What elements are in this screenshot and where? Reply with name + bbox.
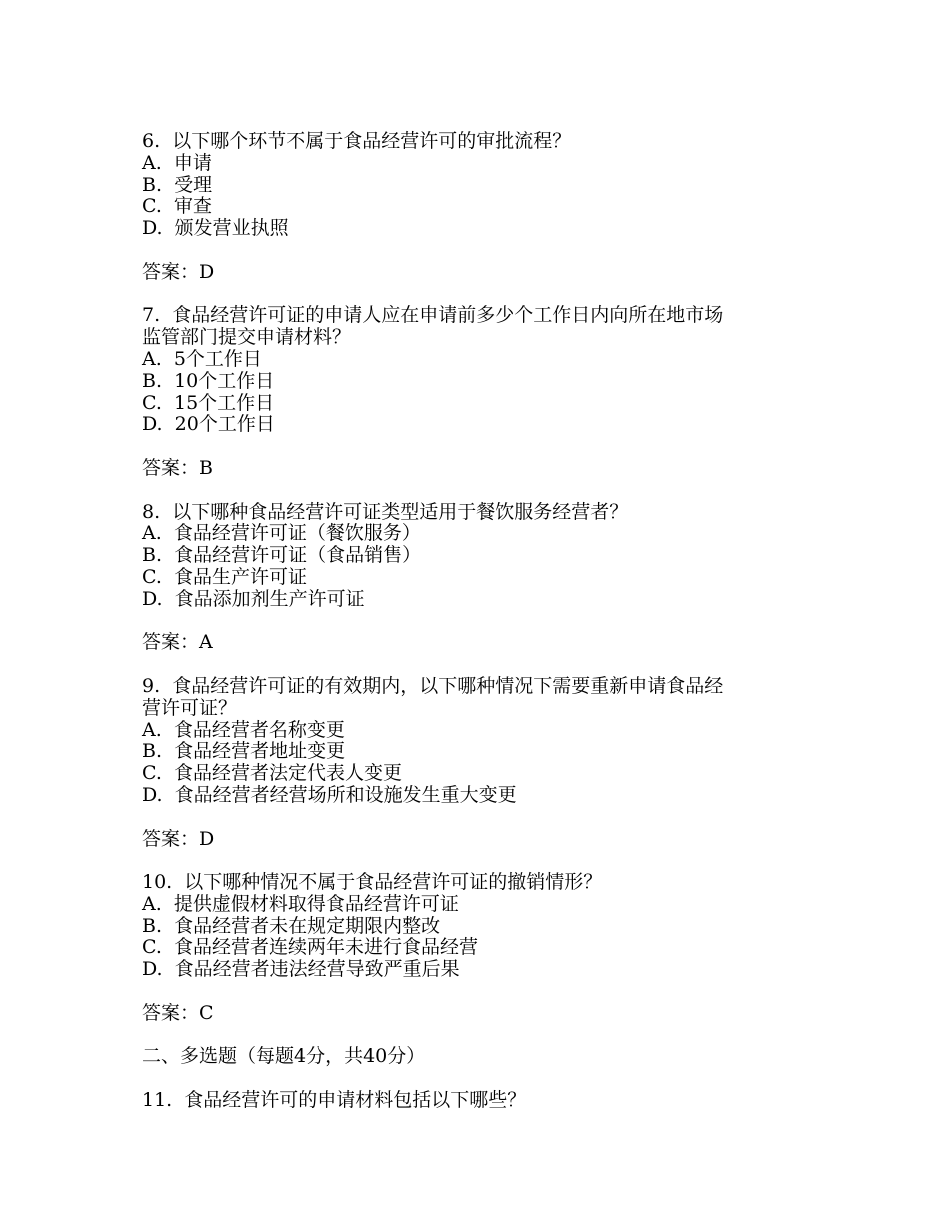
question-stem: 9. 食品经营许可证的有效期内，以下哪种情况下需要重新申请食品经 (142, 674, 724, 697)
option-a: A. 食品经营者名称变更 (142, 718, 345, 741)
option-a: A. 食品经营许可证（餐饮服务） (142, 522, 421, 545)
section-heading: 二、多选题（每题4分，共40分） (142, 1045, 426, 1068)
option-b: B. 食品经营者地址变更 (142, 740, 346, 763)
question-11-stem: 11. 食品经营许可的申请材料包括以下哪些？ (142, 1089, 527, 1112)
question-8 (142, 502, 822, 676)
option-b: B. 食品经营许可证（食品销售） (142, 544, 422, 567)
option-d: D. 颁发营业执照 (142, 217, 289, 240)
option-a: A. 提供虚假材料取得食品经营许可证 (142, 892, 459, 915)
question-stem-continued: 营许可证？ (142, 696, 238, 719)
question-stem-continued: 监管部门提交申请材料？ (142, 326, 352, 349)
question-10 (142, 872, 822, 1046)
answer: 答案：B (142, 456, 213, 479)
option-b: B. 受理 (142, 173, 213, 196)
option-b: B. 10个工作日 (142, 369, 275, 392)
answer: 答案：C (142, 1001, 214, 1024)
option-c: C. 食品生产许可证 (142, 565, 307, 588)
option-d: D. 食品经营者经营场所和设施发生重大变更 (142, 783, 517, 806)
option-a: A. 申请 (142, 151, 212, 174)
question-stem: 10. 以下哪种情况不属于食品经营许可证的撤销情形？ (142, 871, 603, 894)
question-stem: 8. 以下哪种食品经营许可证类型适用于餐饮服务经营者？ (142, 500, 629, 523)
option-d: D. 食品添加剂生产许可证 (142, 587, 365, 610)
option-c: C. 食品经营者法定代表人变更 (142, 762, 402, 785)
question-6 (142, 131, 822, 305)
option-c: C. 食品经营者连续两年未进行食品经营 (142, 936, 478, 959)
option-c: C. 审查 (142, 195, 212, 218)
option-b: B. 食品经营者未在规定期限内整改 (142, 914, 441, 937)
answer: 答案：D (142, 260, 215, 283)
exam-content (142, 131, 822, 1112)
option-d: D. 20个工作日 (142, 413, 275, 436)
question-stem: 7. 食品经营许可证的申请人应在申请前多少个工作日内向所在地市场 (142, 304, 724, 327)
option-d: D. 食品经营者违法经营导致严重后果 (142, 958, 460, 981)
option-c: C. 15个工作日 (142, 391, 275, 414)
answer: 答案：D (142, 827, 215, 850)
question-stem: 6. 以下哪个环节不属于食品经营许可的审批流程？ (142, 130, 572, 152)
option-a: A. 5个工作日 (142, 347, 262, 370)
question-9 (142, 676, 822, 872)
question-7 (142, 305, 822, 501)
answer: 答案：A (142, 631, 213, 654)
